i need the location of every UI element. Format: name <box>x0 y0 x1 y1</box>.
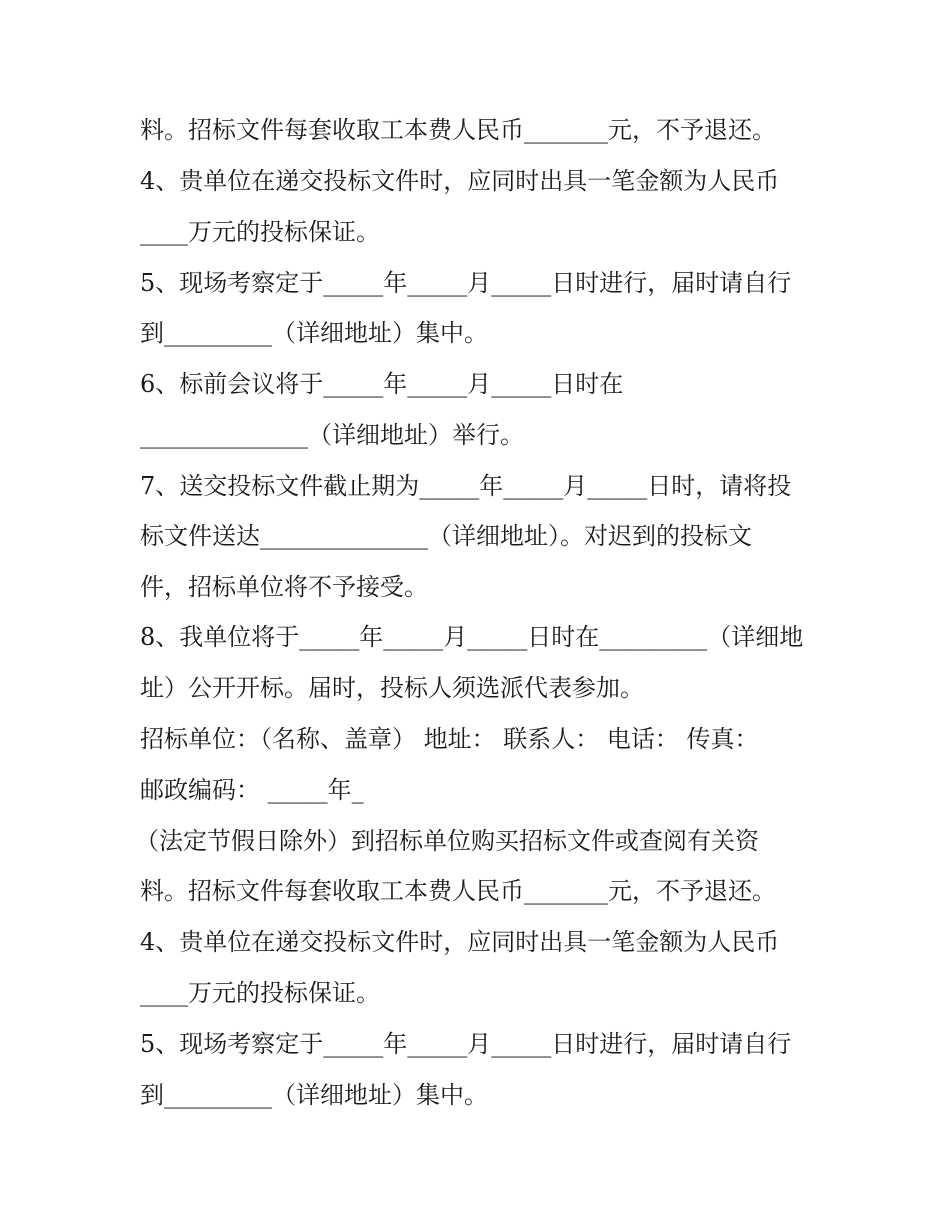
text-line: 4、贵单位在递交投标文件时，应同时出具一笔金额为人民币 <box>140 167 780 195</box>
text-line: 6、标前会议将于_____年_____月_____日时在 <box>140 370 624 398</box>
text-line: 招标单位：（名称、盖章） 地址： 联系人： 电话： 传真： <box>140 725 759 753</box>
text-line: 料。招标文件每套收取工本费人民币_______元，不予退还。 <box>140 116 776 144</box>
text-line: ____万元的投标保证。 <box>140 218 380 246</box>
text-line: 5、现场考察定于_____年_____月_____日时进行，届时请自行 <box>140 1030 792 1058</box>
text-line: 8、我单位将于_____年_____月_____日时在_________（详细地 <box>140 623 804 651</box>
text-line: 址）公开开标。届时，投标人须选派代表参加。 <box>140 674 644 702</box>
text-line: 7、送交投标文件截止期为_____年_____月_____日时，请将投 <box>140 472 792 500</box>
text-line: 到_________（详细地址）集中。 <box>140 319 488 347</box>
text-line: 料。招标文件每套收取工本费人民币_______元，不予退还。 <box>140 877 776 905</box>
text-line: 件，招标单位将不予接受。 <box>140 573 428 601</box>
text-line: 5、现场考察定于_____年_____月_____日时进行，届时请自行 <box>140 269 792 297</box>
text-line: 邮政编码： _____年_ <box>140 776 364 804</box>
text-line: （法定节假日除外）到招标单位购买招标文件或查阅有关资 <box>135 827 759 855</box>
text-line: ____万元的投标保证。 <box>140 979 380 1007</box>
text-line: 标文件送达______________（详细地址）。对迟到的投标文 <box>140 522 752 550</box>
text-line: ______________（详细地址）举行。 <box>140 421 524 449</box>
text-line: 到_________（详细地址）集中。 <box>140 1081 488 1109</box>
text-line: 4、贵单位在递交投标文件时，应同时出具一笔金额为人民币 <box>140 928 780 956</box>
